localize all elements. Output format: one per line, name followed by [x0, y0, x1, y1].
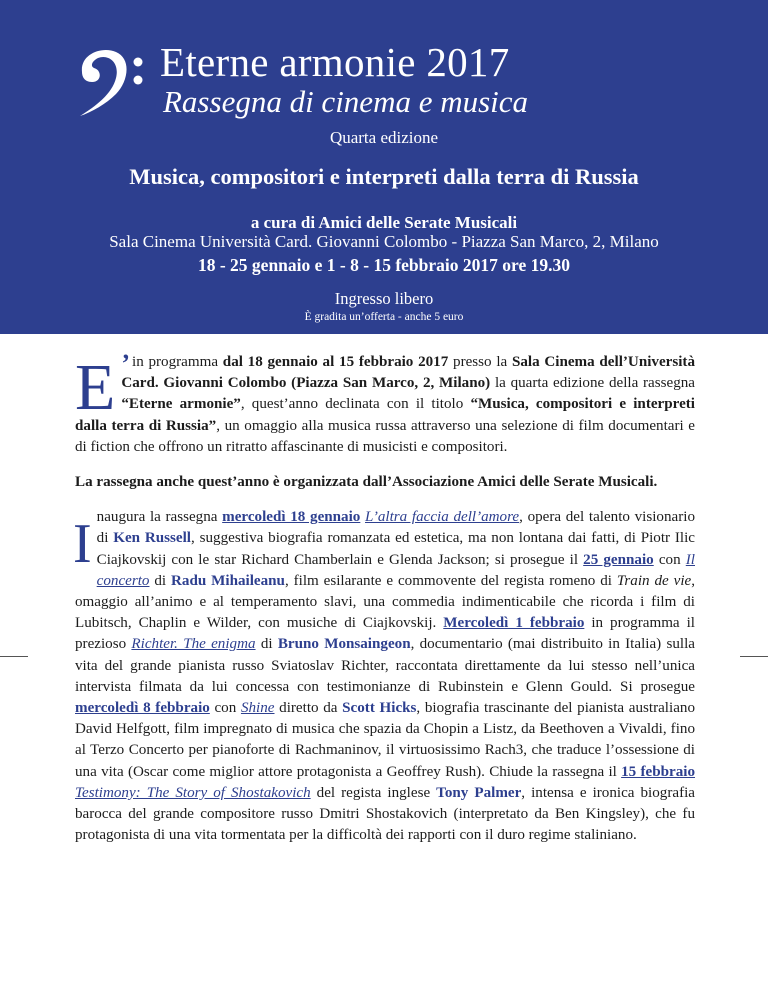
director-name: Tony Palmer	[436, 784, 522, 801]
intro-series-name: “Eterne armonie”	[121, 396, 241, 413]
curator-line: a cura di Amici delle Serate Musicali	[250, 213, 518, 232]
venue-line: Sala Cinema Università Card. Giovanni Colombo - Piazza San Marco, 2, Milano	[109, 232, 659, 251]
intro-theme: “Musica, compositori e interpreti dalla terra di Russia”	[75, 396, 695, 434]
intro-venue: Sala Cinema dell’Università Card. Giovanni Colombo (Piazza San Marco, 2, Milano)	[121, 354, 695, 392]
margin-tick-left	[0, 656, 28, 657]
film-link-3[interactable]: Richter. The enigma	[131, 636, 256, 653]
margin-tick-right	[740, 656, 768, 657]
program-text: in programma il prezioso	[75, 615, 695, 653]
intro-period: dal 18 gennaio al 15 febbraio 2017	[222, 354, 449, 370]
program-text: , documentario (mai distribuito in Italia) sulla vita del grande pianista russo Sviatoslav Richter, raccontata direttamente da lui stesso nell’unica intervista filmata da lui concessa con testimonianze di Rubinstein e Glenn Gould. Si prosegue	[75, 636, 695, 695]
director-name: Ken Russell	[113, 530, 192, 547]
program-text: con	[653, 551, 686, 568]
program-text: , opera del talento visionario di	[96, 509, 695, 547]
dropcap-e: E	[75, 351, 116, 424]
intro-text: , quest’anno declinata con il titolo	[240, 396, 471, 413]
program-paragraph	[75, 507, 695, 846]
director-name: Bruno Monsaingeon	[277, 636, 411, 653]
program-text: , suggestiva biografia romanzata ed estetica, ma non lontana dai fatti, di Piotr Ilic Ciajkovskij con le star Richard Chamberlain e Glenda Jackson; si prosegue il	[96, 530, 695, 568]
dropcap-i: I	[73, 513, 92, 576]
film-title: Train de vie	[616, 572, 692, 589]
program-text: con	[209, 700, 241, 717]
intro-text: la quarta edizione della rassegna	[490, 375, 695, 392]
date-link-18-jan[interactable]: mercoledì 18 gennaio	[222, 509, 361, 526]
intro-text: , un omaggio alla musica russa attraverso una selezione di film documentari e di fiction che offrono un ritratto affascinante di musicisti e compositori.	[75, 417, 695, 455]
program-text: diretto da	[274, 700, 343, 717]
date-link-15-feb[interactable]: 15 febbraio	[621, 763, 695, 780]
program-text: , intensa e ironica biografia barocca del grande compositore russo Dmitri Shostakovich (interpretato da Ben Kingsley), che fu protagonista di una vita tormentata per la difficoltà dei rapporti con il duro regime staliniano.	[75, 784, 695, 844]
bass-clef-icon	[72, 42, 152, 120]
header-banner	[0, 0, 768, 334]
dates-line: 18 - 25 gennaio e 1 - 8 - 15 febbraio 2017 ore 19.30	[197, 255, 570, 275]
dropcap-apostrophe: ’	[121, 349, 130, 378]
intro-text: presso la	[448, 354, 512, 370]
entry-note: Ingresso libero	[334, 289, 434, 308]
offer-note: È gradita un’offerta - anche 5 euro	[304, 311, 464, 323]
program-text: , film esilarante e commovente del regista romeno di	[284, 572, 617, 589]
organizer-text: La rassegna anche quest’anno è organizzata dall’Associazione Amici delle Serate Musicali.	[75, 474, 658, 491]
program-text: del regista inglese	[310, 784, 437, 801]
edition-label: Quarta edizione	[329, 128, 439, 147]
article-body	[73, 349, 695, 860]
film-link-2[interactable]: Il concerto	[96, 551, 695, 589]
intro-text: in programma	[132, 354, 223, 370]
event-title: Eterne armonie 2017	[160, 39, 510, 85]
date-link-1-feb[interactable]: Mercoledì 1 febbraio	[443, 615, 585, 632]
program-text: di	[255, 636, 278, 653]
program-text: , biografia trascinante del pianista australiano David Helfgott, film impregnato di musica che spazia da Chopin a Listz, da Beethoven a Vivaldi, fino al Terzo Concerto per pianoforte di Rachmaninov, il virtuosissimo Rach3, che traduce l’ossessione di una vita (Oscar come miglior attore protagonista a Geoffrey Rush). Chiude la rassegna il	[75, 700, 695, 780]
date-link-25-jan[interactable]: 25 gennaio	[583, 551, 654, 568]
director-name: Scott Hicks	[342, 700, 417, 717]
director-name: Radu Mihaileanu	[171, 572, 285, 589]
program-text: naugura la rassegna	[96, 509, 223, 526]
program-text: , omaggio all’animo e al temperamento slavi, una commedia indimenticabile che ricorda i film di Lubitsch, Chaplin e Wilder, con musiche di Ciajkovskij.	[75, 572, 695, 632]
program-text: di	[149, 572, 171, 589]
event-subtitle: Rassegna di cinema e musica	[163, 84, 529, 119]
date-link-8-feb[interactable]: mercoledì 8 febbraio	[75, 700, 210, 717]
film-link-1[interactable]: L’altra faccia dell’amore	[365, 509, 520, 526]
theme-heading: Musica, compositori e interpreti dalla terra di Russia	[129, 164, 639, 189]
organizer-paragraph	[75, 472, 695, 493]
intro-paragraph	[75, 349, 695, 458]
film-link-4[interactable]: Shine	[240, 700, 275, 717]
film-link-5[interactable]: Testimony: The Story of Shostakovich	[75, 784, 311, 801]
